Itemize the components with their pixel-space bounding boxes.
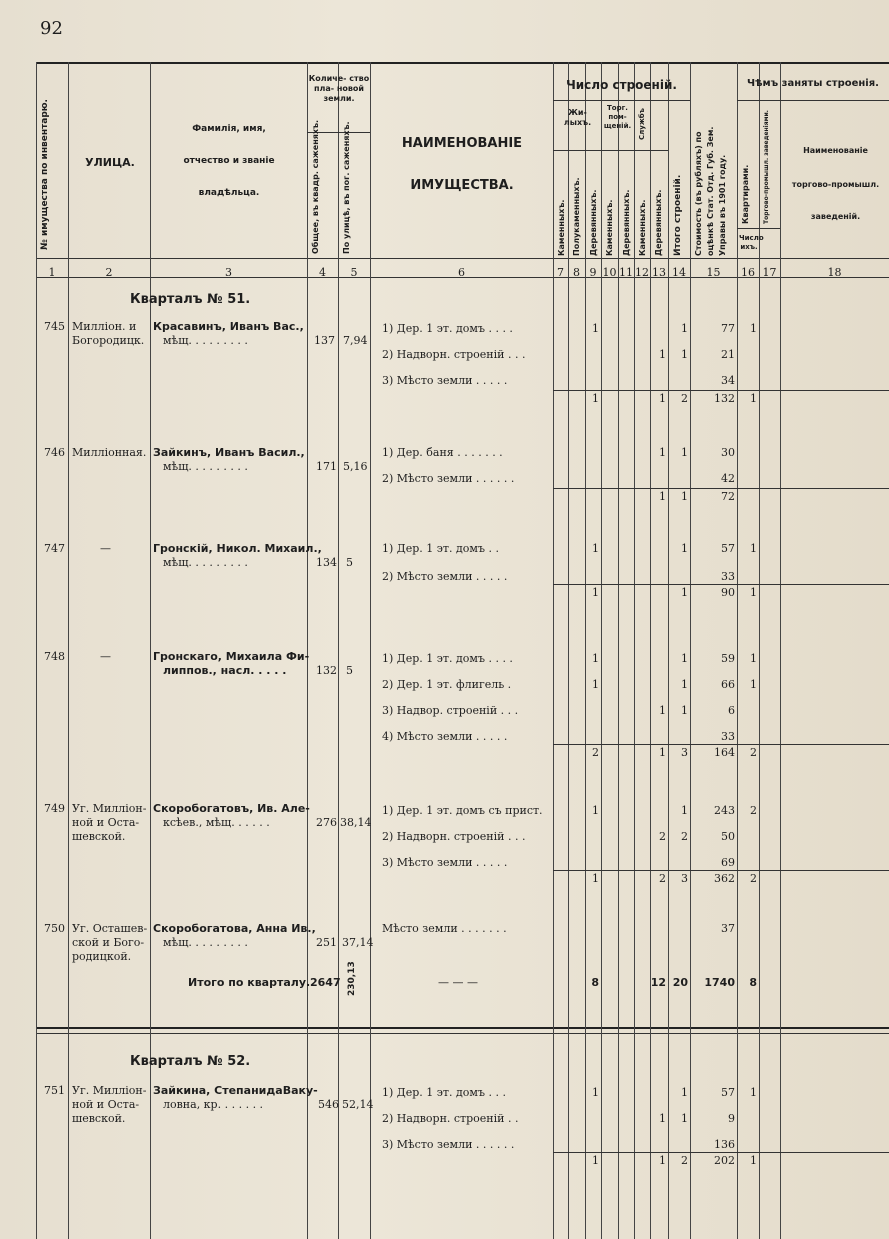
entry-area: 134: [316, 556, 337, 569]
quarter-total-cell: 20: [672, 976, 688, 989]
property-line: 1) Дер. 1 эт. домъ съ прист.: [382, 804, 543, 817]
entry-owner: мѣщ. . . . . . . . .: [163, 334, 248, 347]
col-line: [585, 62, 586, 1239]
header-inventory-no: № имущества по инвентарю.: [40, 99, 50, 250]
col-line: [650, 62, 651, 1239]
header-street: УЛИЦА.: [85, 156, 135, 169]
colnum: 13: [652, 266, 666, 279]
cell-c13: 1: [659, 704, 666, 717]
header-service: Службъ: [638, 108, 646, 140]
entry-owner: мѣщ. . . . . . . . .: [163, 936, 248, 949]
property-line: 1) Дер. баня . . . . . . .: [382, 446, 503, 459]
subtotal-rule: [553, 870, 889, 871]
subtotal-cell: 1: [750, 586, 757, 599]
entry-street: Богородицк.: [72, 334, 145, 347]
quarter-divider: [36, 1027, 889, 1029]
entry-number: 749: [44, 802, 65, 815]
subtotal-cell: 1: [592, 872, 599, 885]
entry-owner: Скоробогатова, Анна Ив.,: [153, 922, 316, 935]
cell-apartments: 1: [750, 678, 757, 691]
subtotal-cell: 1: [681, 490, 688, 503]
colnum: 14: [672, 266, 686, 279]
cell-value: 42: [721, 472, 735, 485]
entry-street: родицкой.: [72, 950, 132, 963]
entry-street-area: 5,16: [343, 460, 368, 473]
cell-total: 1: [681, 804, 688, 817]
cell-value: 77: [721, 322, 735, 335]
header-apartments: Квартирами.: [741, 164, 750, 224]
header-commercial: Торг. пом- щеній.: [603, 104, 632, 130]
colnum: 9: [589, 266, 597, 279]
header-property-1: НАИМЕНОВАНІЕ: [401, 136, 523, 151]
entry-street: ской и Бого-: [72, 936, 145, 949]
cell-value: 57: [721, 1086, 735, 1099]
cell-total: 1: [681, 348, 688, 361]
entry-street: ной и Оста-: [72, 1098, 140, 1111]
cell-apartments: 2: [750, 804, 757, 817]
subtotal-cell: 3: [681, 872, 688, 885]
cell-apartments: 1: [750, 1086, 757, 1099]
colnum: 15: [706, 266, 721, 279]
property-line: 2) Надворн. строеній . . .: [382, 830, 526, 843]
cell-value: 57: [721, 542, 735, 555]
cell-apartments: 1: [750, 542, 757, 555]
entry-area: 251: [316, 936, 337, 949]
property-line: 2) Мѣсто земли . . . . .: [382, 570, 508, 583]
property-line: 2) Надворн. строеній . .: [382, 1112, 519, 1125]
header-property-2: ИМУЩЕСТВА.: [410, 178, 514, 193]
header-col4: Общее, въ квадр. саженяхъ.: [311, 119, 320, 254]
subtotal-cell: 72: [721, 490, 735, 503]
quarter-total-cell: 8: [749, 976, 757, 989]
entry-area: 132: [316, 664, 337, 677]
sub-rule: [553, 100, 690, 101]
col-line: [338, 62, 339, 1239]
cell-value: 66: [721, 678, 735, 691]
property-line: 1) Дер. 1 эт. домъ . . . .: [382, 652, 513, 665]
header-owner-3: владѣльца.: [198, 188, 260, 198]
subtotal-rule: [553, 584, 889, 585]
cell-apartments: 1: [750, 652, 757, 665]
subtotal-cell: 2: [659, 872, 666, 885]
entry-number: 748: [44, 650, 65, 663]
subtotal-cell: 362: [714, 872, 735, 885]
col-line: [690, 62, 691, 1239]
entry-number: 751: [44, 1084, 65, 1097]
entry-number: 747: [44, 542, 65, 555]
header-c15-2: оцѣнкѣ Стат. Отд. Губ. Зем.: [706, 126, 715, 256]
cell-value: 243: [714, 804, 735, 817]
cell-value: 69: [721, 856, 735, 869]
quarter-total-area: 2647: [310, 976, 341, 989]
cell-value: 59: [721, 652, 735, 665]
subtotal-cell: 1: [659, 392, 666, 405]
cell-total: 1: [681, 652, 688, 665]
subtotal-cell: 2: [592, 746, 599, 759]
entry-owner: Гронскій, Никол. Михаил.,: [153, 542, 322, 555]
subtotal-cell: 164: [714, 746, 735, 759]
quarter-total-street-area: 230,13: [347, 961, 357, 996]
subtotal-cell: 1: [659, 490, 666, 503]
cell-wooden: 1: [592, 1086, 599, 1099]
entry-street-area: 52,14: [342, 1098, 374, 1111]
header-owner-1: Фамилія, имя,: [192, 124, 266, 134]
entry-area: 171: [316, 460, 337, 473]
header-trade-name-1: Наименованіе: [803, 146, 868, 155]
colnum: 6: [458, 266, 465, 279]
cell-wooden: 1: [592, 542, 599, 555]
colnum: 3: [225, 266, 232, 279]
entry-owner: мѣщ. . . . . . . . .: [163, 556, 248, 569]
header-c12: Каменныхъ.: [638, 199, 647, 256]
cell-value: 21: [721, 348, 735, 361]
property-line: 3) Мѣсто земли . . . . . .: [382, 1138, 515, 1151]
entry-street-area: 38,14: [340, 816, 372, 829]
quarter-total-cell: 1740: [704, 976, 735, 989]
subtotal-rule: [553, 1152, 889, 1153]
colnum: 5: [350, 266, 358, 279]
quarter-total-cell: 12: [650, 976, 666, 989]
entry-owner: Зайкинъ, Иванъ Васил.,: [153, 446, 305, 459]
header-land-qty: Количе- ство пла- новой земли.: [308, 74, 370, 103]
colnum: 18: [827, 266, 842, 279]
property-line: 3) Мѣсто земли . . . . .: [382, 856, 508, 869]
subtotal-cell: 1: [659, 746, 666, 759]
subtotal-cell: 2: [750, 746, 757, 759]
cell-value: 30: [721, 446, 735, 459]
cell-value: 6: [728, 704, 735, 717]
subtotal-cell: 90: [721, 586, 735, 599]
cell-total: 1: [681, 542, 688, 555]
quarter-title: Кварталъ № 51.: [130, 292, 251, 307]
entry-area: 546: [318, 1098, 339, 1111]
header-residential: Жи- лыхъ.: [563, 108, 592, 127]
entry-street: Уг. Милліон-: [72, 802, 147, 815]
header-trade-name-3: заведеній.: [810, 212, 861, 221]
col-line: [737, 62, 738, 1239]
header-c15-1: Стоимость (въ рубляхъ) по: [694, 131, 703, 256]
property-line: 1) Дер. 1 эт. домъ . . .: [382, 1086, 506, 1099]
cell-value: 50: [721, 830, 735, 843]
cell-wooden: 1: [592, 652, 599, 665]
header-rule: [36, 258, 889, 259]
cell-total: 1: [681, 678, 688, 691]
entry-number: 745: [44, 320, 65, 333]
cell-value: 9: [728, 1112, 735, 1125]
top-rule: [36, 62, 889, 64]
entry-street: Уг. Милліон-: [72, 1084, 147, 1097]
quarter-divider-2: [36, 1033, 889, 1034]
cell-wooden: 1: [592, 322, 599, 335]
cell-c13: 2: [659, 830, 666, 843]
cell-total: 1: [681, 322, 688, 335]
header-buildings-count: Число строеній.: [566, 78, 677, 92]
cell-total: 2: [681, 830, 688, 843]
subtotal-rule: [553, 390, 889, 391]
subtotal-rule: [553, 744, 889, 745]
quarter-total-dashes: — — —: [438, 976, 478, 989]
entry-street: Милліонная.: [72, 446, 147, 459]
subtotal-cell: 1: [592, 392, 599, 405]
colnum: 17: [762, 266, 777, 279]
entry-owner: липпов., насл. . . . .: [163, 664, 287, 677]
header-occupied-by: Чѣмъ заняты строенія.: [747, 78, 879, 89]
header-c13: Деревянныхъ.: [654, 189, 663, 256]
col-line: [36, 62, 37, 1239]
property-line: 1) Дер. 1 эт. домъ . . . .: [382, 322, 513, 335]
sub-rule: [553, 150, 668, 151]
subtotal-cell: 1: [750, 1154, 757, 1167]
entry-street: —: [100, 542, 111, 555]
property-line: 2) Надворн. строеній . . .: [382, 348, 526, 361]
col-line: [780, 62, 781, 1239]
col-line: [634, 62, 635, 1239]
colnum: 2: [105, 266, 113, 279]
quarter-total-label: Итого по кварталу.: [188, 976, 311, 989]
property-line: Мѣсто земли . . . . . . .: [382, 922, 507, 935]
colnum: 11: [619, 266, 633, 279]
cell-total: 1: [681, 446, 688, 459]
col-line: [568, 62, 569, 1239]
colnum: 10: [602, 266, 617, 279]
sub-rule: [737, 100, 889, 101]
header-c7: Каменныхъ.: [557, 199, 566, 256]
entry-street: шевской.: [72, 830, 126, 843]
property-line: 3) Надвор. строеній . . .: [382, 704, 519, 717]
entry-street: Милліон. и: [72, 320, 137, 333]
entry-street-area: 5: [346, 664, 353, 677]
header-c15-3: Управы въ 1901 году.: [718, 154, 727, 256]
col-line: [553, 62, 554, 1239]
colnum: 12: [635, 266, 649, 279]
subtotal-cell: 1: [592, 1154, 599, 1167]
entry-area: 137: [314, 334, 335, 347]
header-count-of: Число ихъ.: [739, 234, 764, 251]
cell-apartments: 1: [750, 322, 757, 335]
header-trade-units: Торгово-промышл. заведеніями.: [763, 110, 770, 224]
cell-c13: 1: [659, 348, 666, 361]
subtotal-cell: 2: [681, 1154, 688, 1167]
col-line: [668, 62, 669, 1239]
colnum: 16: [741, 266, 755, 279]
entry-owner: Зайкина, СтепанидаВаку-: [153, 1084, 318, 1097]
cell-value: 136: [714, 1138, 735, 1151]
col-line: [618, 62, 619, 1239]
header-owner-2: отчество и званіе: [183, 156, 275, 166]
entry-street: Уг. Осташев-: [72, 922, 148, 935]
subtotal-cell: 132: [714, 392, 735, 405]
col-line: [68, 62, 69, 1239]
property-line: 2) Мѣсто земли . . . . . .: [382, 472, 515, 485]
entry-street: —: [100, 650, 111, 663]
header-c8: Полукаменныхъ.: [572, 177, 581, 256]
header-col5: По улицѣ, въ пог. саженяхъ.: [342, 121, 351, 254]
subtotal-cell: 1: [659, 1154, 666, 1167]
entry-owner: Гронскаго, Михаила Фи-: [153, 650, 310, 663]
property-line: 3) Мѣсто земли . . . . .: [382, 374, 508, 387]
property-line: 2) Дер. 1 эт. флигель .: [382, 678, 512, 691]
property-line: 4) Мѣсто земли . . . . .: [382, 730, 508, 743]
subtotal-cell: 1: [750, 392, 757, 405]
colnum: 4: [319, 266, 326, 279]
header-c10: Каменныхъ.: [605, 199, 614, 256]
entry-street-area: 37,14: [342, 936, 374, 949]
colnum: 7: [557, 266, 564, 279]
header-trade-name-2: торгово-промышл.: [791, 180, 880, 189]
entry-owner: Красавинъ, Иванъ Вас.,: [153, 320, 304, 333]
entry-owner: ксѣев., мѣщ. . . . . .: [163, 816, 270, 829]
subtotal-cell: 2: [681, 392, 688, 405]
cell-total: 1: [681, 1112, 688, 1125]
subtotal-cell: 1: [681, 586, 688, 599]
header-c11: Деревянныхъ.: [622, 189, 631, 256]
entry-number: 746: [44, 446, 65, 459]
entry-street-area: 7,94: [343, 334, 368, 347]
cell-wooden: 1: [592, 678, 599, 691]
entry-owner: мѣщ. . . . . . . . .: [163, 460, 248, 473]
quarter-total-cell: 8: [591, 976, 599, 989]
cell-total: 1: [681, 1086, 688, 1099]
entry-street: шевской.: [72, 1112, 126, 1125]
cell-wooden: 1: [592, 804, 599, 817]
cell-value: 33: [721, 570, 735, 583]
col-line: [370, 62, 371, 1239]
property-line: 1) Дер. 1 эт. домъ . .: [382, 542, 499, 555]
subtotal-rule: [553, 488, 889, 489]
entry-street-area: 5: [346, 556, 353, 569]
header-c14: Итого строеній.: [673, 174, 683, 256]
cell-total: 1: [681, 704, 688, 717]
sub-rule: [737, 228, 780, 229]
cell-c13: 1: [659, 446, 666, 459]
entry-number: 750: [44, 922, 65, 935]
header-c9: Деревянныхъ.: [589, 189, 598, 256]
cell-c13: 1: [659, 1112, 666, 1125]
colnum: 8: [573, 266, 580, 279]
cell-value: 33: [721, 730, 735, 743]
subtotal-cell: 3: [681, 746, 688, 759]
subtotal-cell: 1: [592, 586, 599, 599]
page-number: 92: [40, 18, 63, 39]
col-line: [601, 62, 602, 1239]
colnum: 1: [48, 266, 56, 279]
cell-value: 34: [721, 374, 735, 387]
quarter-title: Кварталъ № 52.: [130, 1054, 251, 1069]
entry-street: ной и Оста-: [72, 816, 140, 829]
entry-owner: Скоробогатовъ, Ив. Але-: [153, 802, 310, 815]
cell-value: 37: [721, 922, 735, 935]
subtotal-cell: 202: [714, 1154, 735, 1167]
subtotal-cell: 2: [750, 872, 757, 885]
entry-area: 276: [316, 816, 337, 829]
entry-owner: ловна, кр. . . . . . .: [163, 1098, 264, 1111]
